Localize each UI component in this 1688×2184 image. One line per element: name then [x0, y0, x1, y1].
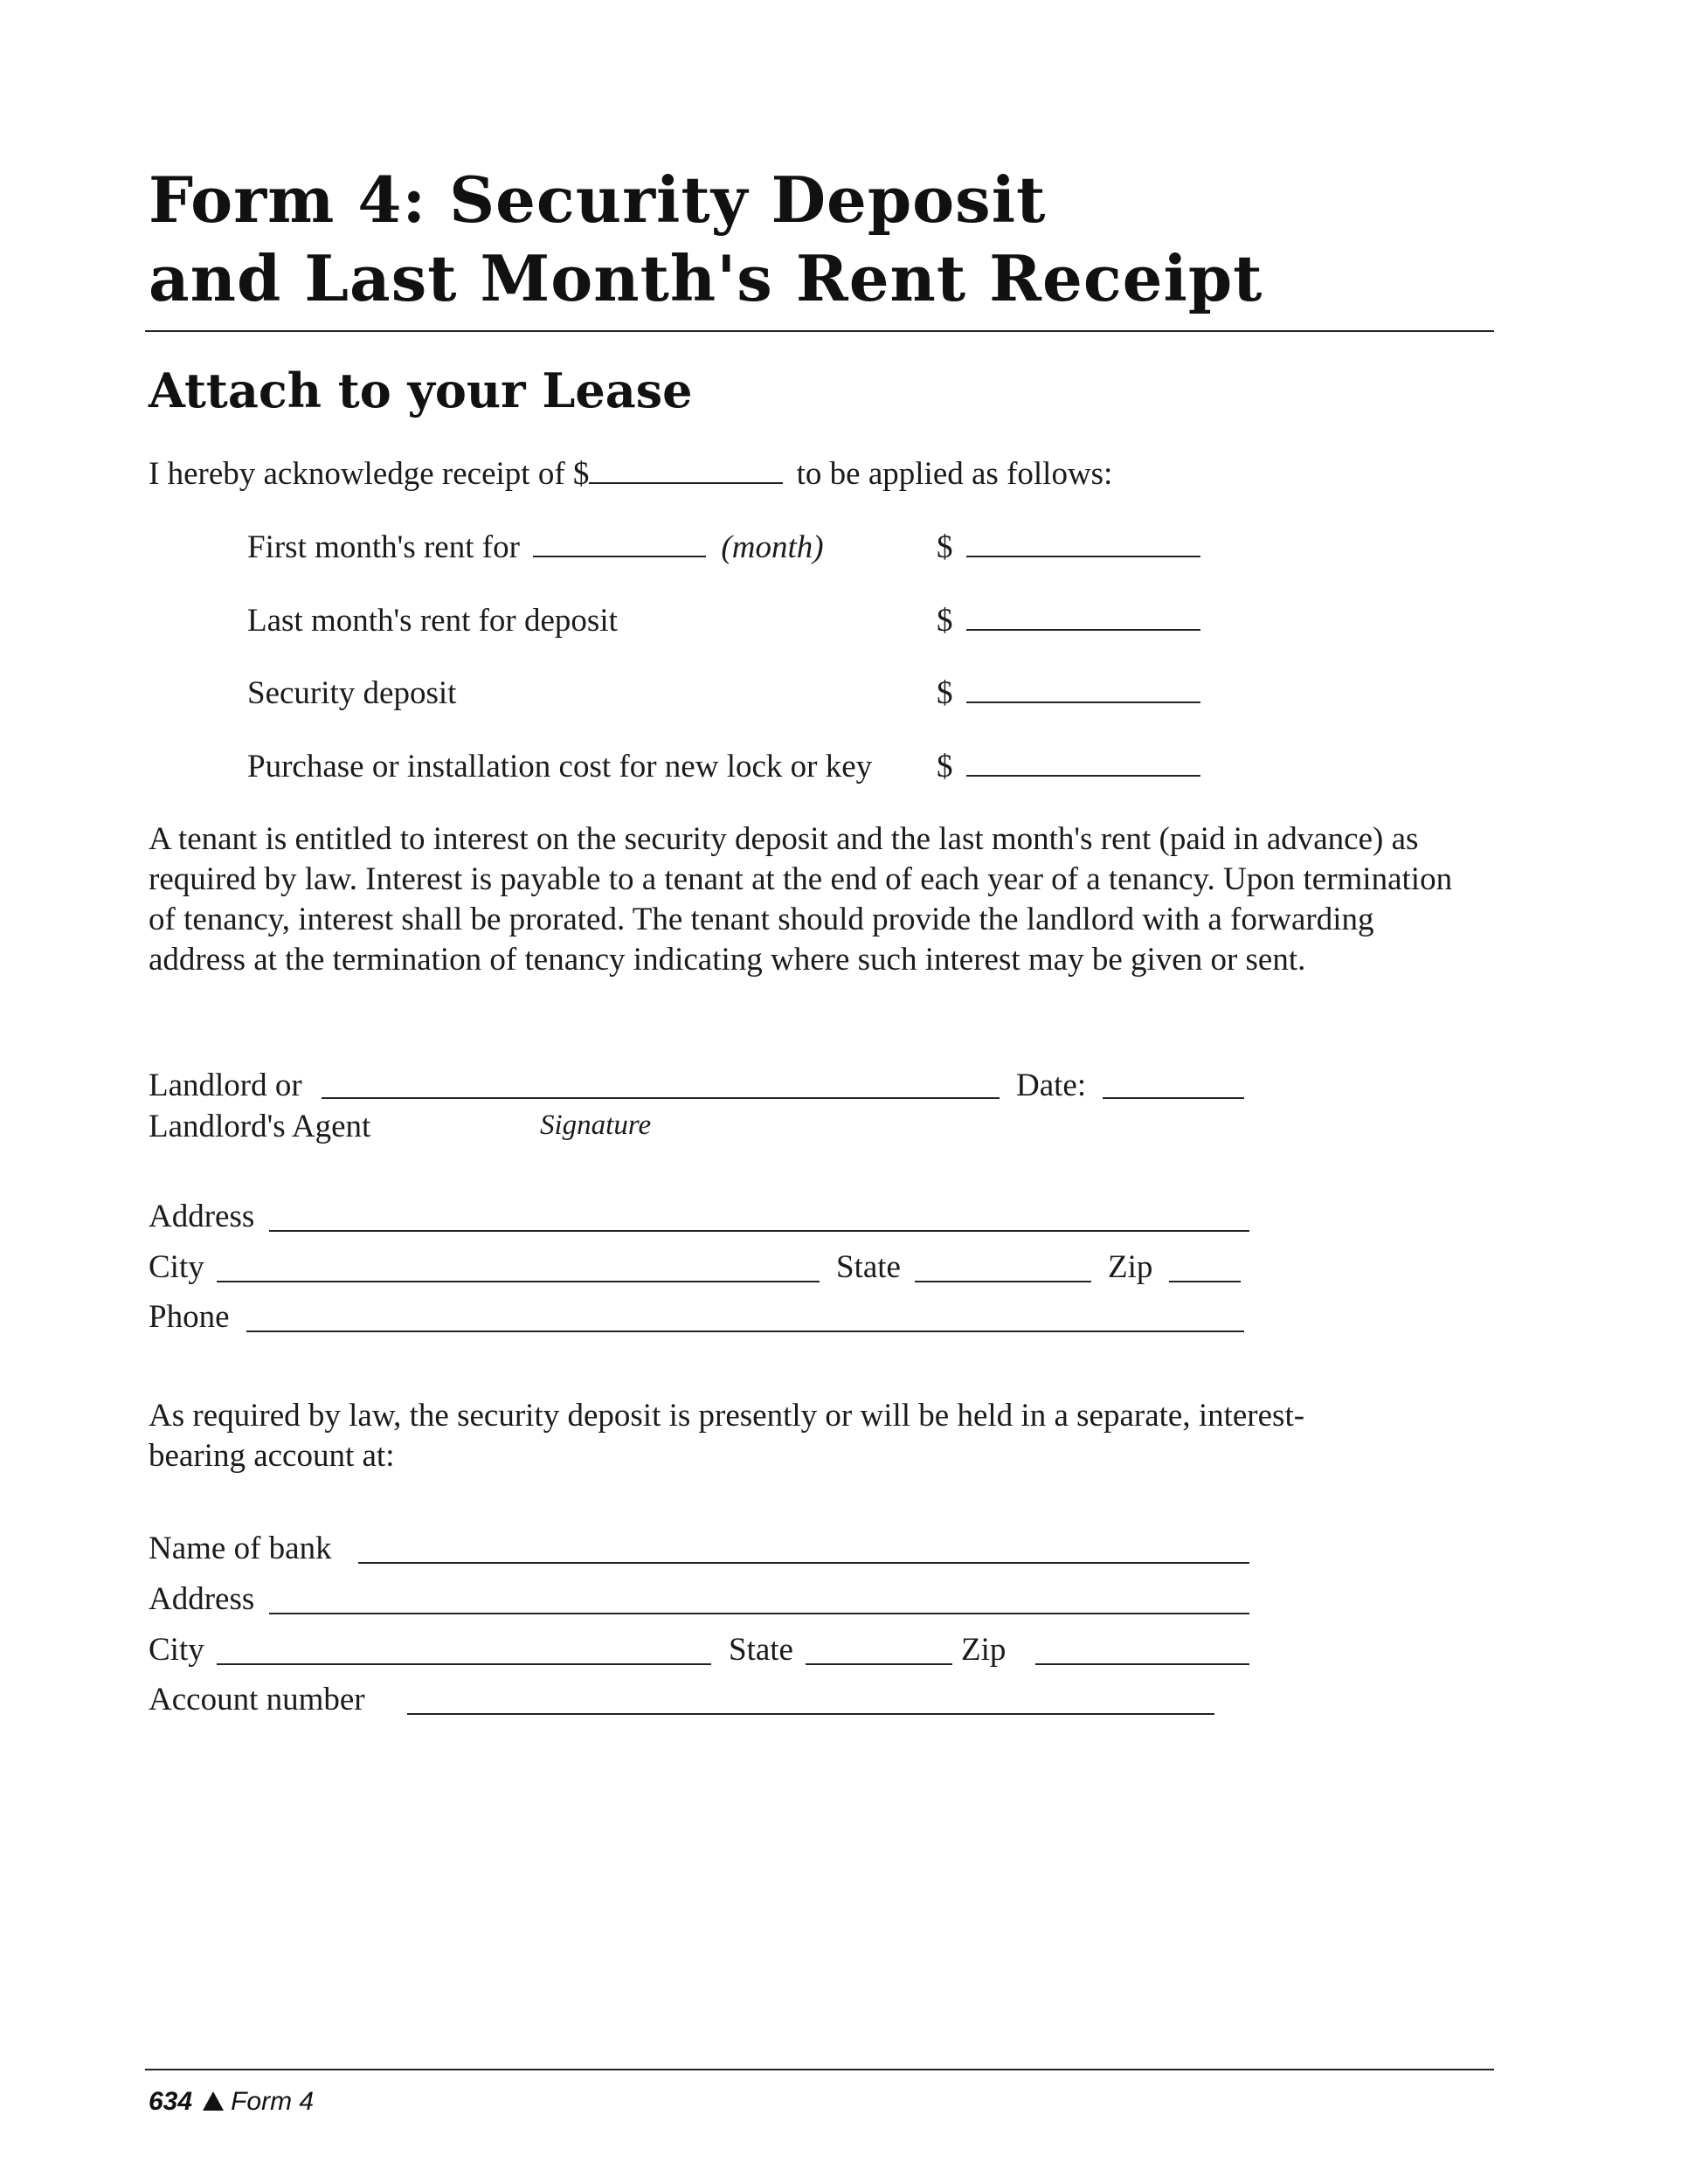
bank-name-label: Name of bank [149, 1531, 332, 1566]
date-label: Date: [1016, 1068, 1087, 1103]
footer-section: Form 4 [231, 2087, 315, 2116]
title-line-2: and Last Month's Rent Receipt [149, 241, 1263, 315]
landlord-phone-field[interactable] [246, 1330, 1244, 1332]
footer-divider [145, 2069, 1494, 2070]
bank-zip-label: Zip [961, 1632, 1007, 1668]
last-month-amount-field[interactable] [966, 603, 1200, 631]
item-last-month-amount: $ [937, 601, 1200, 641]
ack-prefix: I hereby acknowledge receipt of $ [149, 456, 590, 492]
item-lock-key-label: Purchase or installation cost for new lock or key [247, 749, 873, 784]
interest-notice: A tenant is entitled to interest on the security deposit and the last month's rent (paid in advance) as required by law. Interest is payable to a tenant at the end of each year of a tenancy. Upon termination of tenancy, interest shall be prorated. The tenant should provide the landlord with a forwarding address at the termination of tenancy indicating where such interest may be given or sent. [149, 821, 1453, 978]
title-divider [145, 330, 1494, 332]
bank-city-label: City [149, 1632, 204, 1668]
page-number: 634 [149, 2087, 193, 2116]
landlord-zip-field[interactable] [1169, 1281, 1241, 1282]
item-first-month-label: First month's rent for (month) [247, 529, 824, 565]
item-lock-key-amount: $ [937, 747, 1200, 787]
bank-address-field[interactable] [269, 1613, 1249, 1614]
ack-suffix: to be applied as follows: [796, 456, 1113, 492]
amount-received-field[interactable] [589, 456, 783, 484]
title-line-1: Form 4: Security Deposit [149, 162, 1047, 237]
bank-name-field[interactable] [358, 1562, 1249, 1564]
subtitle: Attach to your Lease [149, 363, 693, 418]
landlord-address-field[interactable] [269, 1230, 1249, 1232]
security-deposit-amount-field[interactable] [966, 675, 1200, 703]
date-field[interactable] [1103, 1097, 1244, 1099]
item-security-deposit-amount: $ [937, 674, 1200, 714]
page-title [149, 161, 1263, 318]
bank-address-label: Address [149, 1581, 255, 1617]
bank-notice: As required by law, the security deposit is presently or will be held in a separate, interest-bearing account at: [149, 1398, 1305, 1474]
item-first-month-amount: $ [937, 528, 1200, 568]
landlord-label-line-2: Landlord's Agent [149, 1109, 371, 1144]
landlord-state-label: State [836, 1249, 901, 1285]
landlord-city-field[interactable] [217, 1281, 820, 1282]
landlord-zip-label: Zip [1108, 1249, 1153, 1285]
account-number-field[interactable] [407, 1713, 1214, 1715]
landlord-address-label: Address [149, 1199, 255, 1234]
signature-field[interactable] [322, 1097, 1000, 1099]
landlord-phone-label: Phone [149, 1299, 230, 1335]
landlord-city-label: City [149, 1249, 204, 1285]
page-footer [149, 2084, 314, 2119]
triangle-up-icon [203, 2091, 224, 2111]
first-month-amount-field[interactable] [966, 529, 1200, 557]
landlord-state-field[interactable] [915, 1281, 1091, 1282]
month-hint: (month) [721, 529, 824, 565]
lock-key-amount-field[interactable] [966, 749, 1200, 777]
item-security-deposit-label: Security deposit [247, 675, 457, 711]
item-last-month-label: Last month's rent for deposit [247, 603, 618, 639]
signature-hint: Signature [540, 1109, 652, 1141]
acknowledgement-line [149, 454, 1112, 494]
first-month-name-field[interactable] [533, 529, 706, 557]
bank-state-label: State [729, 1632, 793, 1668]
bank-zip-field[interactable] [1035, 1663, 1249, 1665]
landlord-label-line-1: Landlord or [149, 1068, 302, 1103]
bank-city-field[interactable] [217, 1663, 711, 1665]
bank-state-field[interactable] [806, 1663, 952, 1665]
account-number-label: Account number [149, 1682, 365, 1717]
